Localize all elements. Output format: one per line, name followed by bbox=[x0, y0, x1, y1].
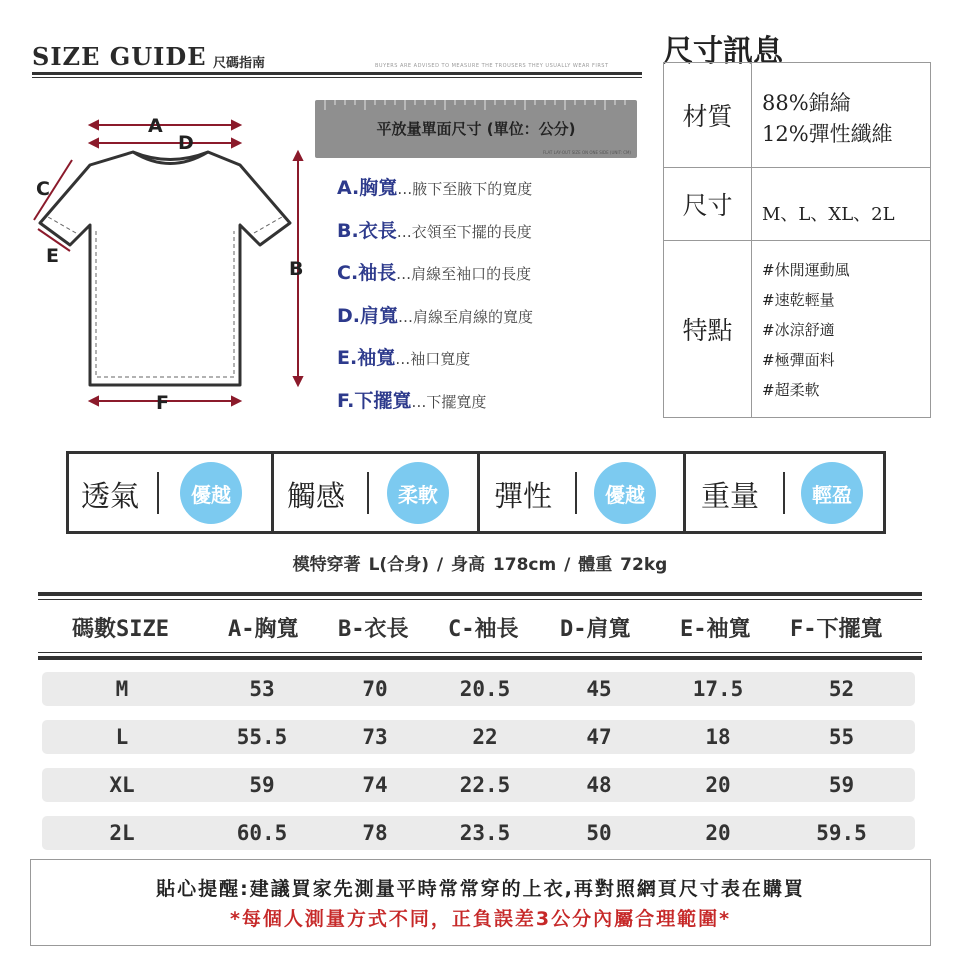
cell-shoulder: 48 bbox=[586, 773, 612, 797]
cell-shoulder: 47 bbox=[586, 725, 612, 749]
header-sleeve-width: E-袖寬 bbox=[680, 617, 751, 642]
info-label-size: 尺寸 bbox=[664, 168, 752, 240]
cell-sleeve-width: 17.5 bbox=[692, 677, 744, 701]
definition-c bbox=[337, 258, 533, 301]
size-guide-note: BUYERS ARE ADVISED TO MEASURE THE TROUSERS THEY USUALLY WEAR FIRST bbox=[375, 63, 609, 69]
property-divider bbox=[157, 472, 159, 514]
ruler-ticks bbox=[315, 100, 637, 114]
definition-name: F.下擺寬 bbox=[337, 389, 412, 412]
header-length: B-衣長 bbox=[338, 617, 409, 642]
info-label-features: 特點 bbox=[664, 241, 752, 417]
cell-shoulder: 50 bbox=[586, 821, 612, 845]
header-size: 碼數SIZE bbox=[72, 617, 169, 642]
cell-hem: 59.5 bbox=[816, 821, 867, 845]
feature-item: #速乾輕量 bbox=[762, 291, 835, 309]
definition-desc: …肩線至肩線的寬度 bbox=[398, 307, 534, 326]
definition-d bbox=[337, 301, 533, 344]
size-guide-subtitle: 尺碼指南 bbox=[213, 56, 266, 71]
cell-chest: 60.5 bbox=[236, 821, 288, 845]
tshirt-outline bbox=[40, 152, 290, 385]
measure-d bbox=[90, 139, 240, 147]
cell-length: 74 bbox=[362, 773, 388, 797]
cell-size: 2L bbox=[109, 821, 135, 845]
cell-shoulder: 45 bbox=[586, 677, 612, 701]
info-row-material bbox=[664, 63, 930, 168]
definition-desc: …肩線至袖口的長度 bbox=[396, 265, 532, 283]
property-separator bbox=[683, 454, 686, 531]
definition-b bbox=[337, 216, 533, 259]
material-line-1: 88%錦綸 bbox=[762, 91, 851, 115]
header-chest: A-胸寬 bbox=[228, 617, 299, 642]
cell-chest: 53 bbox=[249, 677, 275, 701]
cell-sleeve: 20.5 bbox=[459, 677, 511, 701]
info-table bbox=[663, 62, 931, 418]
table-row bbox=[42, 816, 915, 850]
property-divider bbox=[783, 472, 785, 514]
cell-size: XL bbox=[109, 773, 135, 797]
definition-desc: …下擺寬度 bbox=[411, 392, 487, 411]
size-guide-title: SIZE GUIDE bbox=[32, 42, 207, 71]
measure-b-label: B bbox=[289, 258, 304, 280]
definition-desc: …衣領至下擺的長度 bbox=[396, 222, 532, 241]
table-rule-top-thin bbox=[38, 599, 922, 600]
header-shoulder: D-肩寬 bbox=[560, 617, 631, 642]
definition-name: A.胸寬 bbox=[337, 177, 398, 199]
size-value: M、L、XL、2L bbox=[762, 204, 895, 225]
table-row bbox=[42, 672, 915, 706]
property-label-touch: 觸感 bbox=[287, 479, 346, 513]
reminder-box bbox=[30, 859, 931, 946]
measure-d-label: D bbox=[178, 132, 194, 154]
property-label-breathability: 透氣 bbox=[81, 479, 140, 513]
definition-name: E.袖寬 bbox=[337, 347, 396, 369]
cell-sleeve: 22 bbox=[472, 725, 498, 749]
cell-sleeve-width: 20 bbox=[705, 773, 731, 797]
measurement-definitions bbox=[337, 173, 533, 428]
tshirt-diagram bbox=[28, 105, 318, 415]
cell-size: M bbox=[115, 677, 129, 701]
table-row bbox=[42, 768, 915, 802]
cell-sleeve-width: 20 bbox=[705, 821, 731, 845]
definition-f bbox=[337, 386, 533, 429]
feature-item: #休閒運動風 bbox=[762, 261, 850, 279]
measure-e-label: E bbox=[46, 245, 59, 267]
property-divider bbox=[575, 472, 577, 514]
definition-desc: …腋下至腋下的寬度 bbox=[397, 180, 533, 198]
header-rule-thin bbox=[32, 77, 642, 78]
size-table-header bbox=[38, 612, 922, 642]
cell-length: 70 bbox=[362, 677, 388, 701]
definition-desc: …袖口寬度 bbox=[395, 350, 471, 368]
reminder-line-2: *每個人測量方式不同，正負誤差3公分內屬合理範圍* bbox=[229, 908, 732, 930]
table-row bbox=[42, 720, 915, 754]
cell-hem: 55 bbox=[828, 725, 855, 749]
feature-item: #冰涼舒適 bbox=[762, 321, 835, 339]
info-row-features bbox=[664, 241, 930, 417]
cell-size: L bbox=[115, 725, 129, 749]
info-label-material: 材質 bbox=[664, 63, 752, 167]
header-rule bbox=[32, 72, 642, 75]
cell-chest: 59 bbox=[249, 773, 275, 797]
property-label-elasticity: 彈性 bbox=[494, 479, 553, 513]
cell-sleeve-width: 18 bbox=[705, 725, 731, 749]
definition-name: D.肩寬 bbox=[337, 304, 398, 327]
cell-sleeve: 22.5 bbox=[459, 773, 511, 797]
cell-sleeve: 23.5 bbox=[459, 821, 511, 845]
ruler-banner bbox=[315, 100, 637, 158]
table-rule-mid-thin bbox=[38, 652, 922, 653]
table-rule-top bbox=[38, 592, 922, 596]
measure-f-label: F bbox=[156, 392, 169, 414]
ruler-small-label: FLAT LAY-OUT SIZE ON ONE SIDE (UNIT: CM) bbox=[542, 150, 631, 155]
property-separator bbox=[271, 454, 274, 531]
property-badge-breathability: 優越 bbox=[180, 462, 242, 524]
property-badge-weight: 輕盈 bbox=[801, 462, 863, 524]
ruler-label: 平放量單面尺寸 (單位：公分) bbox=[376, 120, 576, 138]
definition-name: C.袖長 bbox=[337, 262, 397, 284]
property-label-weight: 重量 bbox=[701, 479, 760, 513]
property-separator bbox=[477, 454, 480, 531]
measure-a-label: A bbox=[148, 115, 163, 137]
property-strip bbox=[66, 451, 886, 534]
feature-item: #極彈面料 bbox=[762, 351, 835, 369]
header-hem: F-下擺寬 bbox=[790, 617, 883, 642]
feature-item: #超柔軟 bbox=[762, 381, 820, 399]
material-line-2: 12%彈性纖維 bbox=[762, 122, 893, 146]
cell-hem: 59 bbox=[828, 773, 855, 797]
table-rule-mid bbox=[38, 656, 922, 660]
measure-c-label: C bbox=[36, 178, 50, 200]
definition-e bbox=[337, 343, 533, 386]
model-info: 模特穿著 L(合身) / 身高 178cm / 體重 72kg bbox=[292, 555, 668, 575]
header-sleeve: C-袖長 bbox=[448, 617, 519, 642]
reminder-line-1: 貼心提醒:建議買家先測量平時常常穿的上衣,再對照網頁尺寸表在購買 bbox=[156, 878, 805, 900]
property-badge-elasticity: 優越 bbox=[594, 462, 656, 524]
cell-length: 73 bbox=[362, 725, 388, 749]
cell-chest: 55.5 bbox=[236, 725, 288, 749]
cell-hem: 52 bbox=[828, 677, 855, 701]
info-title: 尺寸訊息 bbox=[663, 34, 783, 69]
tshirt-stitch bbox=[48, 217, 282, 377]
tshirt-collar bbox=[133, 152, 208, 164]
cell-length: 78 bbox=[362, 821, 388, 845]
property-badge-touch: 柔軟 bbox=[387, 462, 449, 524]
info-row-size bbox=[664, 168, 930, 241]
definition-name: B.衣長 bbox=[337, 219, 397, 242]
measure-a bbox=[90, 121, 240, 129]
property-divider bbox=[367, 472, 369, 514]
definition-a bbox=[337, 173, 533, 216]
